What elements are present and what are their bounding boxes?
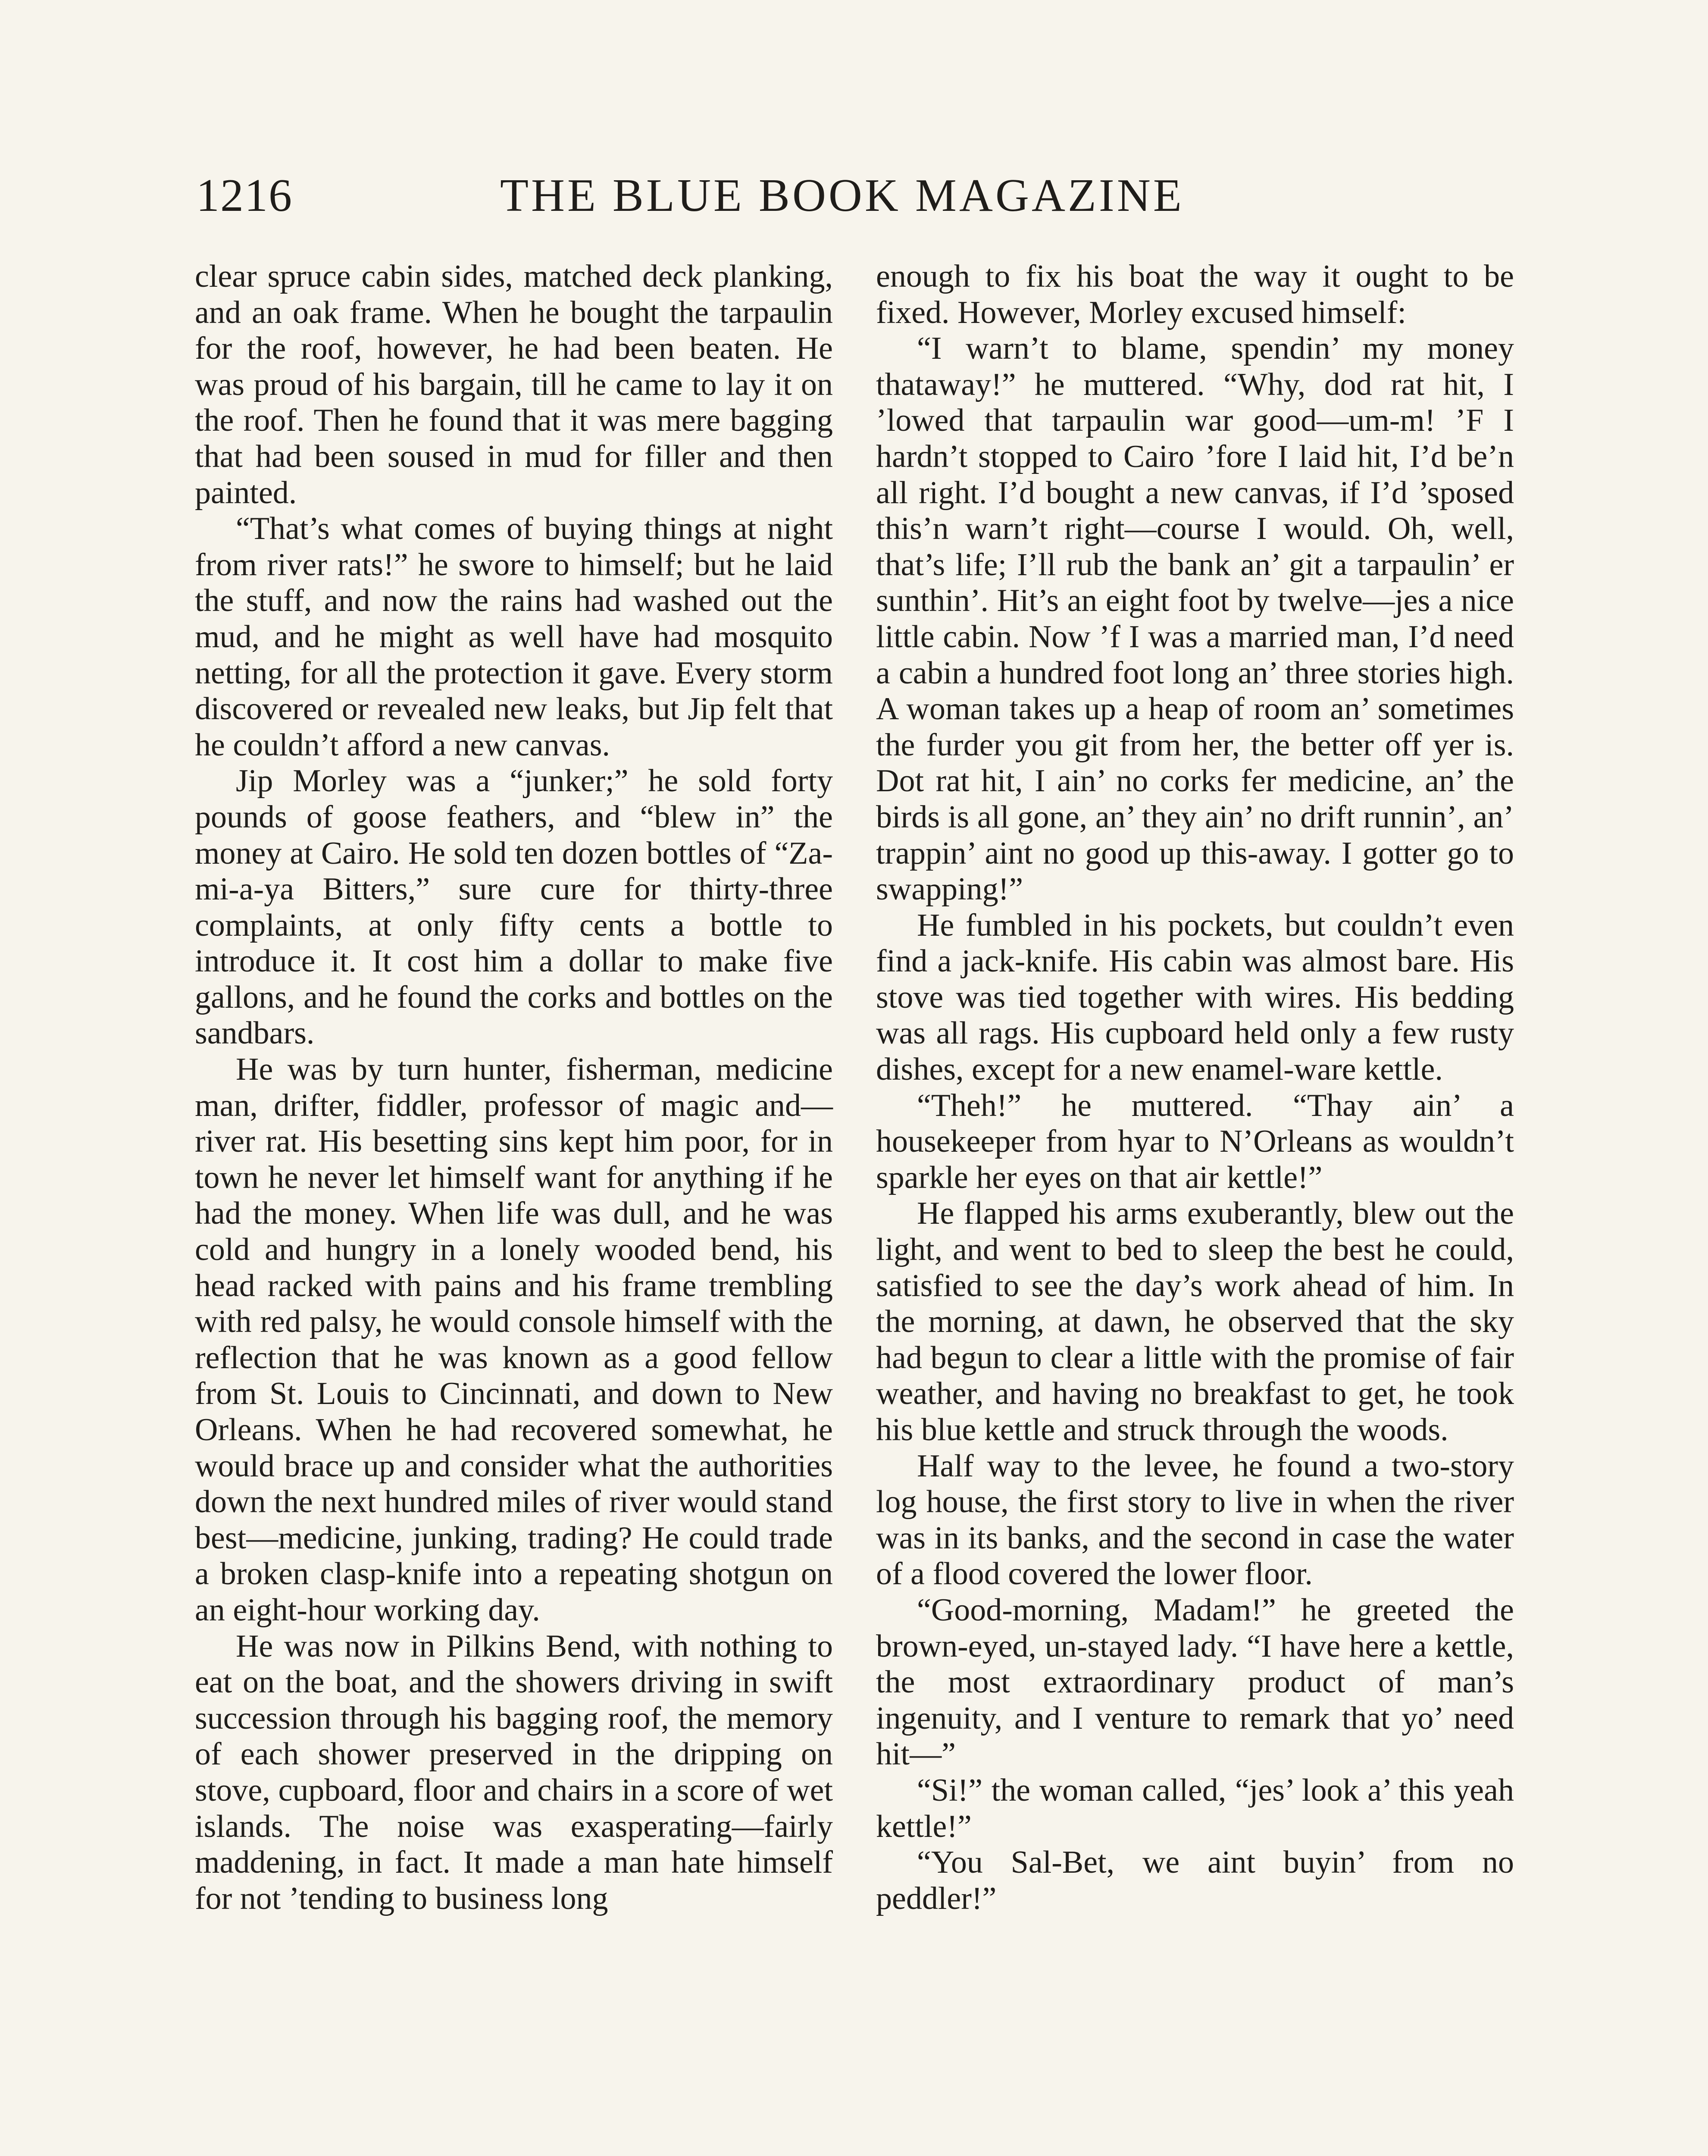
paragraph: “That’s what comes of buying things at night from river rats!” he swore to himself; but he laid the stuff, and now the rains had washed out the mud, and he might as well have had mosquito netting, for all the protection it gave. Every storm discovered or revealed new leaks, but Jip felt that he couldn’t afford a new canvas. [195,511,833,763]
paragraph: “I warn’t to blame, spendin’ my money thataway!” he muttered. “Why, dod rat hit, I ’lowed that tarpaulin war good—um-m! ’F I hardn’t stopped to Cairo ’fore I laid hit, I’d be’n all right. I’d bought a new canvas, if I’d ’sposed this’n warn’t right—course I would. Oh, well, that’s life; I’ll rub the bank an’ git a tarpaulin’ er sunthin’. Hit’s an eight foot by twelve—jes a nice little cabin. Now ’f I was a married man, I’d need a cabin a hundred foot long an’ three stories high. A woman takes up a heap of room an’ sometimes the furder you git from her, the better off yer is. Dot rat hit, I ain’ no corks fer medicine, an’ the birds is all gone, an’ they ain’ no drift runnin’, an’ trappin’ aint no good up this-away. I gotter go to swapping!” [876,331,1514,907]
running-head-title: THE BLUE BOOK MAGAZINE [500,170,1184,221]
paragraph: Jip Morley was a “junker;” he sold forty pounds of goose feathers, and “blew in” the money at Cairo. He sold ten dozen bottles of “Za-mi-a-ya Bitters,” sure cure for thirty-three complaints, at only fifty cents a bottle to introduce it. It cost him a dollar to make five gallons, and he found the corks and bottles on the sandbars. [195,763,833,1051]
paragraph: clear spruce cabin sides, matched deck planking, and an oak frame. When he bought the tarpaulin for the roof, however, he had been beaten. He was proud of his bargain, till he came to lay it on the roof. Then he found that it was mere bagging that had been soused in mud for filler and then painted. [195,259,833,511]
paragraph: He flapped his arms exuberantly, blew out the light, and went to bed to sleep the best he could, satisfied to see the day’s work ahead of him. In the morning, at dawn, he observed that the sky had begun to clear a little with the promise of fair weather, and having no breakfast to get, he took his blue kettle and struck through the woods. [876,1196,1514,1448]
paragraph: “Theh!” he muttered. “Thay ain’ a housekeeper from hyar to N’Orleans as wouldn’t sparkle her eyes on that air kettle!” [876,1087,1514,1195]
paragraph: He fumbled in his pockets, but couldn’t even find a jack-knife. His cabin was almost bare. His stove was tied together with wires. His bedding was all rags. His cupboard held only a few rusty dishes, except for a new enamel-ware kettle. [876,907,1514,1087]
paragraph: “Good-morning, Madam!” he greeted the brown-eyed, un-stayed lady. “I have here a kettle, the most extraordinary product of man’s ingenuity, and I venture to remark that yo’ need hit—” [876,1592,1514,1772]
page-number: 1216 [196,170,293,221]
paragraph: “Si!” the woman called, “jes’ look a’ this yeah kettle!” [876,1772,1514,1844]
paragraph: enough to fix his boat the way it ought to be fixed. However, Morley excused himself: [876,259,1514,330]
right-column [876,259,1514,1917]
paragraph: “You Sal-Bet, we aint buyin’ from no peddler!” [876,1845,1514,1916]
paragraph: He was now in Pilkins Bend, with nothing to eat on the boat, and the showers driving in swift succession through his bagging roof, the memory of each shower preserved in the dripping on stove, cupboard, floor and chairs in a score of wet islands. The noise was exasperating—fairly maddening, in fact. It made a man hate himself for not ’tending to business long [195,1628,833,1916]
left-column [195,259,833,1917]
paragraph: Half way to the levee, he found a two-story log house, the first story to live in when the river was in its banks, and the second in case the water of a flood covered the lower floor. [876,1448,1514,1592]
paragraph: He was by turn hunter, fisherman, medicine man, drifter, fiddler, professor of magic and—river rat. His besetting sins kept him poor, for in town he never let himself want for anything if he had the money. When life was dull, and he was cold and hungry in a lonely wooded bend, his head racked with pains and his frame trembling with red palsy, he would console himself with the reflection that he was known as a good fellow from St. Louis to Cincinnati, and down to New Orleans. When he had recovered somewhat, he would brace up and consider what the authorities down the next hundred miles of river would stand best—medicine, junking, trading? He could trade a broken clasp-knife into a repeating shotgun on an eight-hour working day. [195,1052,833,1628]
